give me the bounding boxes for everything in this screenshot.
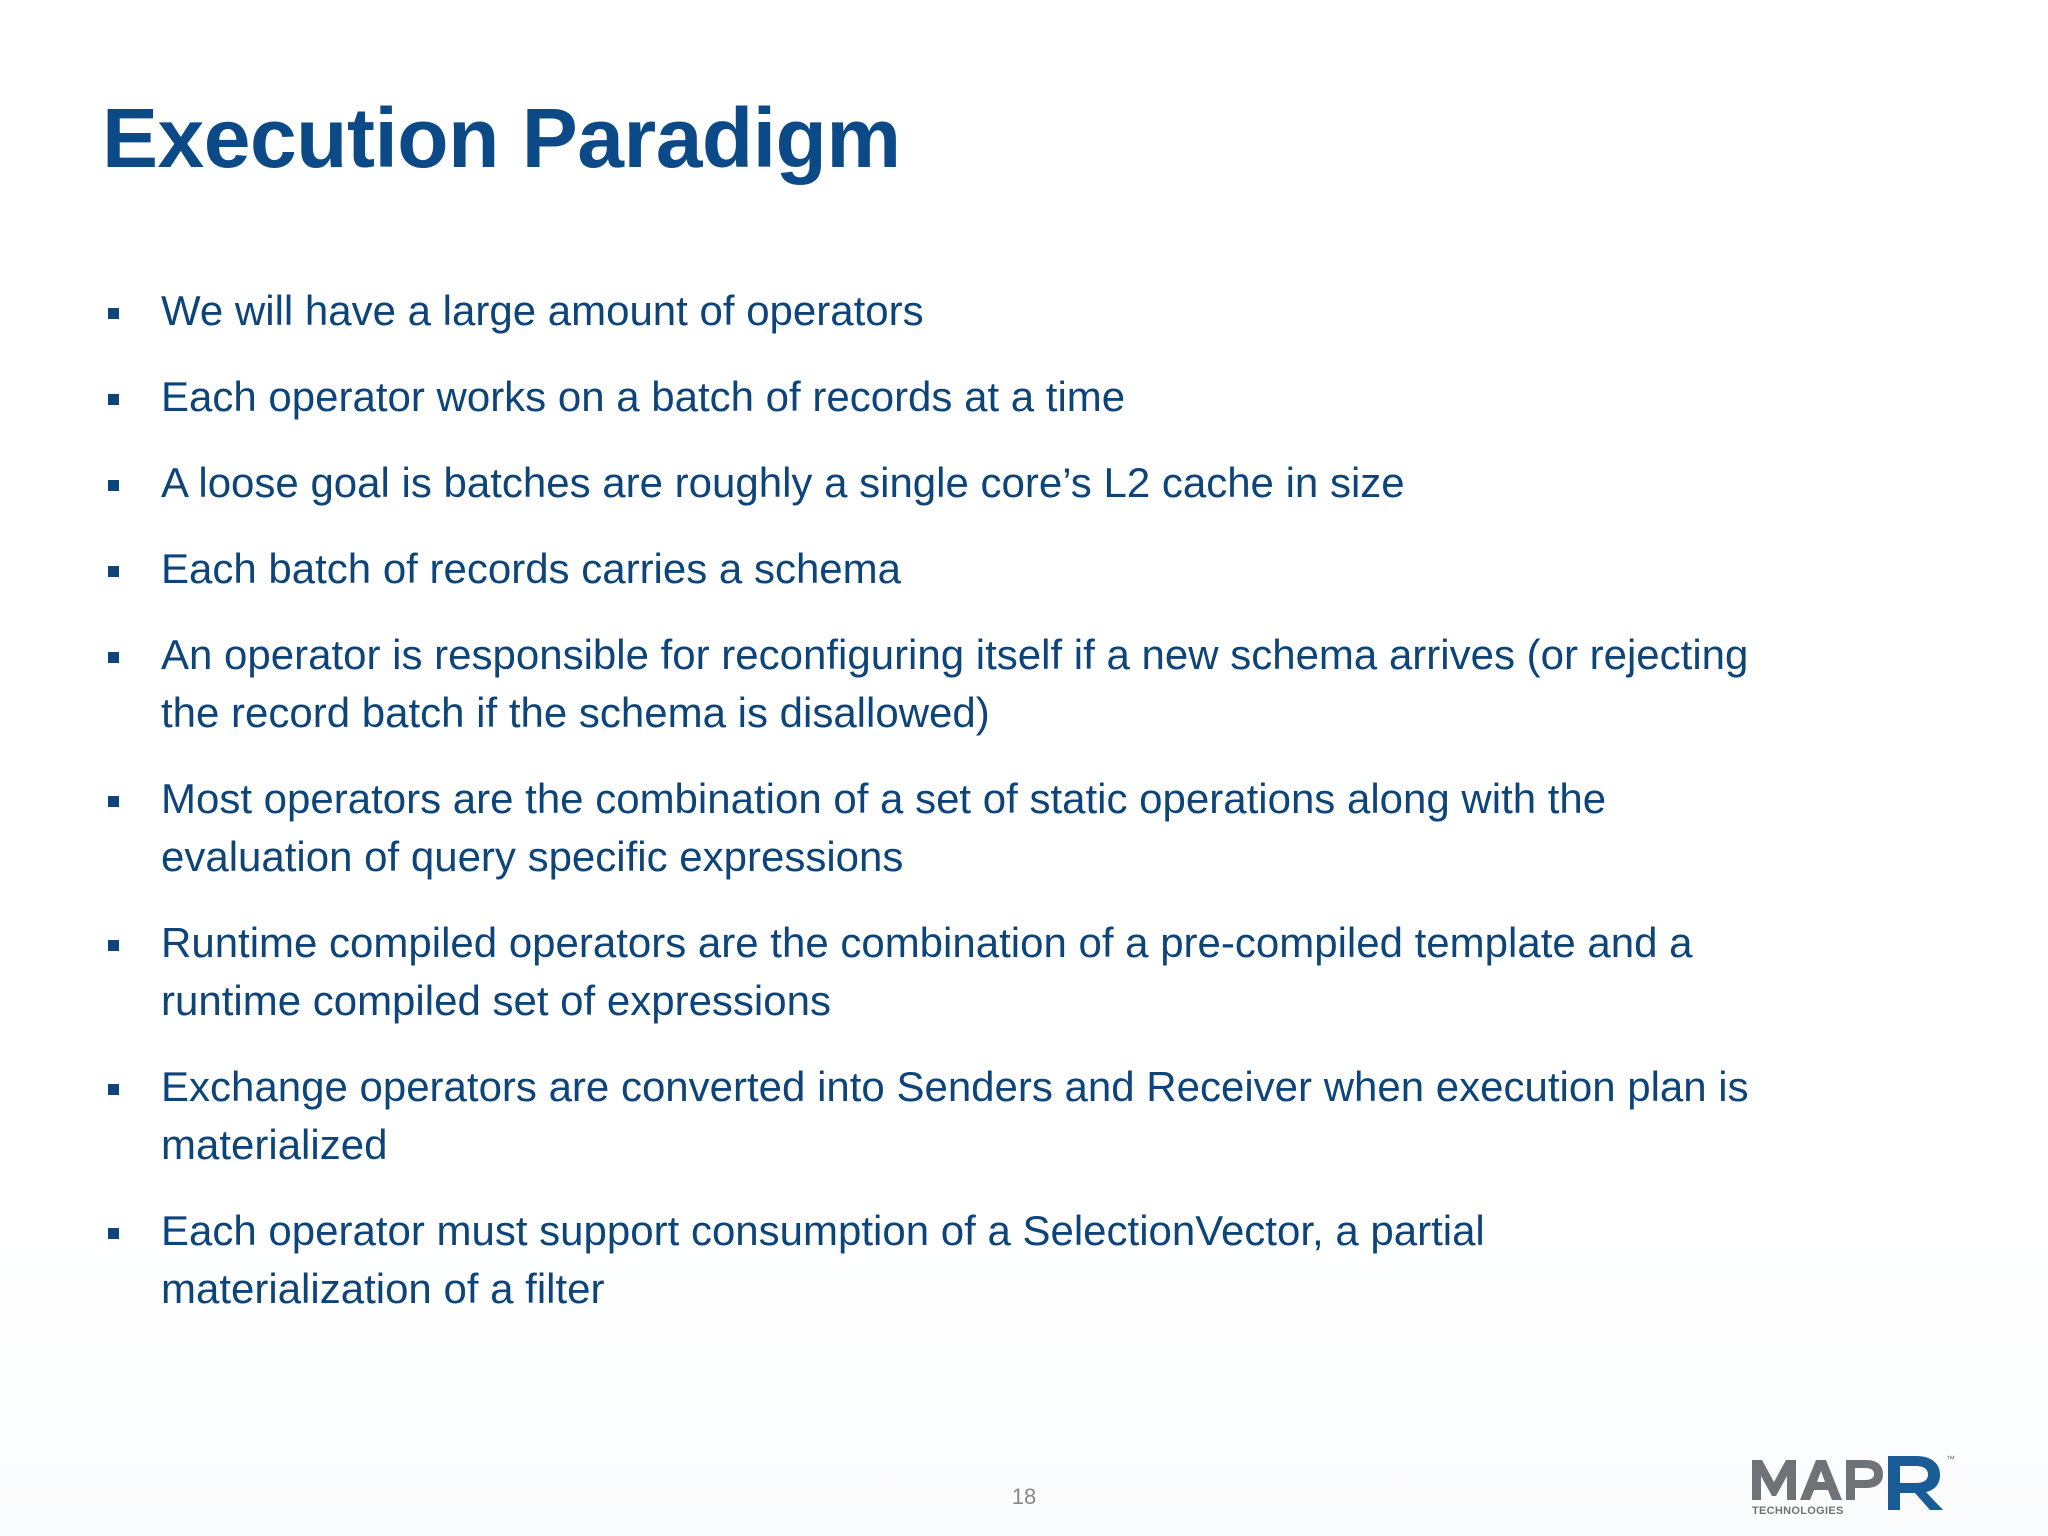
bullet-item: [102, 368, 1982, 426]
bullet-line: Most operators are the combination of a set of static operations along with the: [161, 775, 1607, 822]
mapr-logo: [1750, 1452, 1980, 1518]
bullet-line: A loose goal is batches are roughly a single core’s L2 cache in size: [161, 459, 1405, 506]
logo-letter-a: [1800, 1460, 1842, 1500]
square-bullet-icon: [108, 394, 119, 405]
bullet-line: runtime compiled set of expressions: [161, 977, 831, 1024]
bullet-list: [102, 282, 1982, 1346]
square-bullet-icon: [108, 480, 119, 491]
bullet-item: [102, 626, 1982, 742]
bullet-item: [102, 1202, 1982, 1318]
square-bullet-icon: [108, 1228, 119, 1239]
bullet-line: Each batch of records carries a schema: [161, 545, 902, 592]
bullet-line: evaluation of query specific expressions: [161, 833, 904, 880]
logo-letter-r: [1888, 1456, 1943, 1510]
bullet-item: [102, 770, 1982, 886]
square-bullet-icon: [108, 796, 119, 807]
bullet-item: [102, 282, 1982, 340]
bullet-item: [102, 454, 1982, 512]
logo-letter-m: [1752, 1460, 1796, 1500]
page-number: 18: [1011, 1484, 1037, 1509]
bullet-line: Each operator must support consumption of a SelectionVector, a partial: [161, 1207, 1485, 1254]
bullet-line: Each operator works on a batch of records at a time: [161, 373, 1126, 420]
bullet-item: [102, 914, 1982, 1030]
bullet-line: We will have a large amount of operators: [161, 287, 924, 334]
square-bullet-icon: [108, 308, 119, 319]
bullet-line: materialized: [161, 1121, 388, 1168]
square-bullet-icon: [108, 940, 119, 951]
bullet-line: Exchange operators are converted into Senders and Receiver when execution plan is: [161, 1063, 1749, 1110]
logo-trademark: ™: [1946, 1454, 1955, 1464]
bullet-item: [102, 540, 1982, 598]
slide-title: Execution Paradigm: [102, 91, 901, 185]
bullet-line: materialization of a filter: [161, 1265, 605, 1312]
bullet-line: the record batch if the schema is disallowed): [161, 689, 990, 736]
square-bullet-icon: [108, 652, 119, 663]
bullet-line: Runtime compiled operators are the combination of a pre-compiled template and a: [161, 919, 1693, 966]
square-bullet-icon: [108, 1084, 119, 1095]
bullet-item: [102, 1058, 1982, 1174]
logo-subtitle: TECHNOLOGIES: [1752, 1505, 1844, 1517]
bullet-line: An operator is responsible for reconfiguring itself if a new schema arrives (or rejecting: [161, 631, 1749, 678]
square-bullet-icon: [108, 566, 119, 577]
logo-letter-p: [1846, 1460, 1883, 1500]
